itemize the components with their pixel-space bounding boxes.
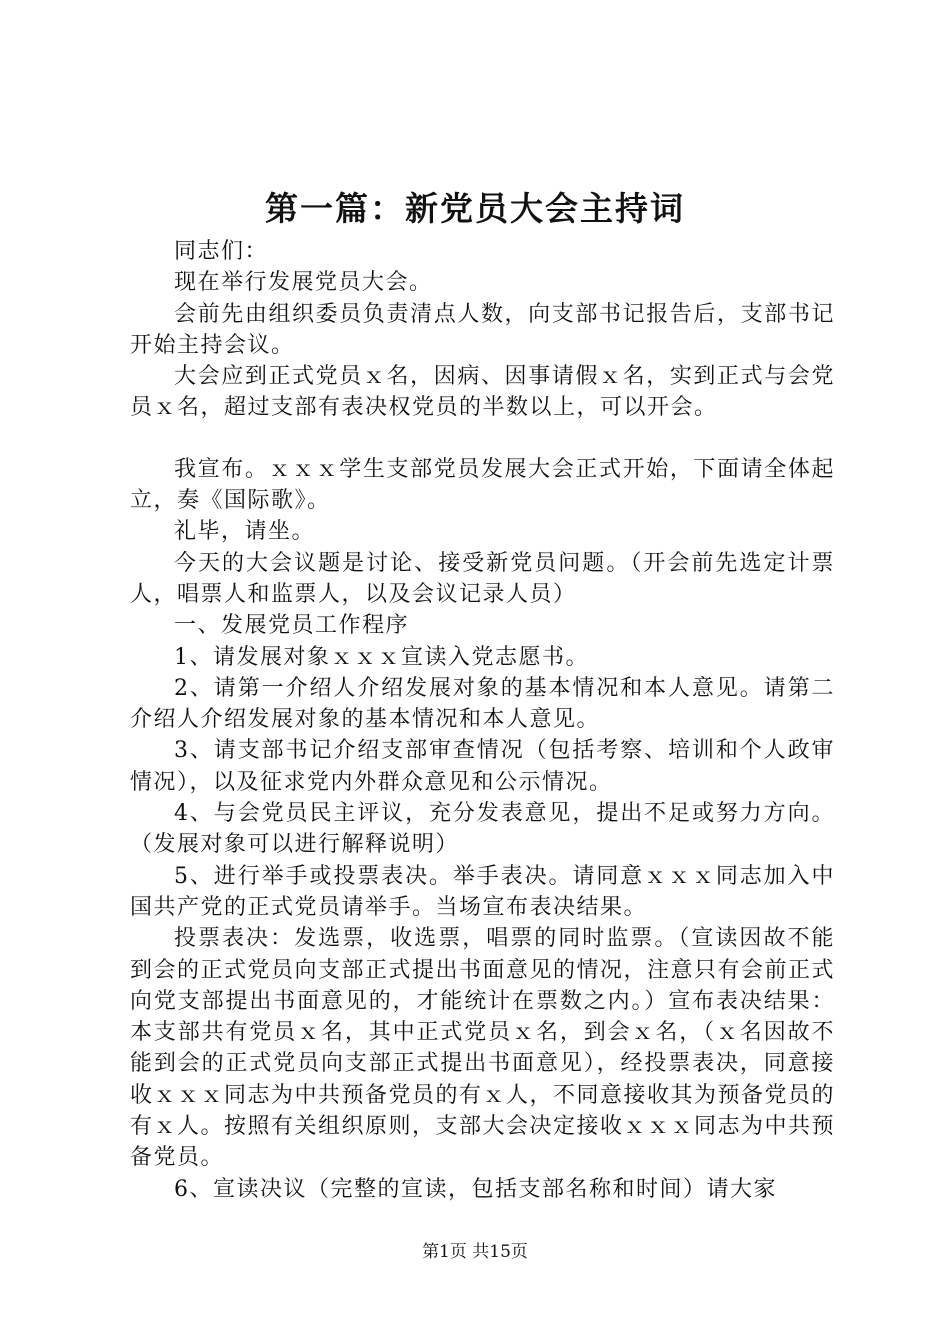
paragraph: 会前先由组织委员负责清点人数，向支部书记报告后，支部书记开始主持会议。 [130,301,835,358]
paragraph-gap [130,424,835,454]
paragraph: 2、请第一介绍人介绍发展对象的基本情况和本人意见。请第二介绍人介绍发展对象的基本情况和本人意见。 [130,675,835,733]
paragraph: 4、与会党员民主评议，充分发表意见，提出不足或努力方向。（发展对象可以进行解释说明） [130,801,835,858]
paragraph: 5、进行举手或投票表决。举手表决。请同意ｘｘｘ同志加入中国共产党的正式党员请举手。当场宣布表决结果。 [130,863,835,920]
paragraph: 现在举行发展党员大会。 [174,270,433,296]
document-title: 第一篇：新党员大会主持词 [265,189,685,228]
paragraph: 3、请支部书记介绍支部审查情况（包括考察、培训和个人政审情况），以及征求党内外群众意见和公示情况。 [130,738,835,795]
paragraph: 投票表决：发选票，收选票，唱票的同时监票。（宣读因故不能到会的正式党员向支部正式提出书面意见的情况，注意只有会前正式向党支部提出书面意见的，才能统计在票数之内。）宣布表决结果：本支部共有党员ｘ名，其中正式党员ｘ名，到会ｘ名，（ｘ名因故不能到会的正式党员向支部正式提出书面意见），经投票表决，同意接收ｘｘｘ同志为中共预备党员的有ｘ人，不同意接收其为预备党员的有ｘ人。按照有关组织原则，支部大会决定接收ｘｘｘ同志为中共预备党员。 [130,926,836,1171]
paragraph: 大会应到正式党员ｘ名，因病、因事请假ｘ名，实到正式与会党员ｘ名，超过支部有表决权党员的半数以上，可以开会。 [130,364,835,421]
document-body [130,236,835,1205]
paragraph: 今天的大会议题是讨论、接受新党员问题。（开会前先选定计票人，唱票人和监票人，以及会议记录人员） [130,550,835,607]
page-footer: 第1页 共15页 [422,1242,528,1262]
section-heading: 一、发展党员工作程序 [174,613,410,639]
paragraph: 1、请发展对象ｘｘｘ宣读入党志愿书。 [174,644,589,670]
paragraph: 礼毕，请坐。 [174,519,316,545]
paragraph: 同志们： [174,239,269,264]
paragraph: 我宣布。ｘｘｘ学生支部党员发展大会正式开始，下面请全体起立，奏《国际歌》。 [130,456,835,514]
paragraph: 6、宣读决议（完整的宣读，包括支部名称和时间）请大家 [174,1176,777,1202]
